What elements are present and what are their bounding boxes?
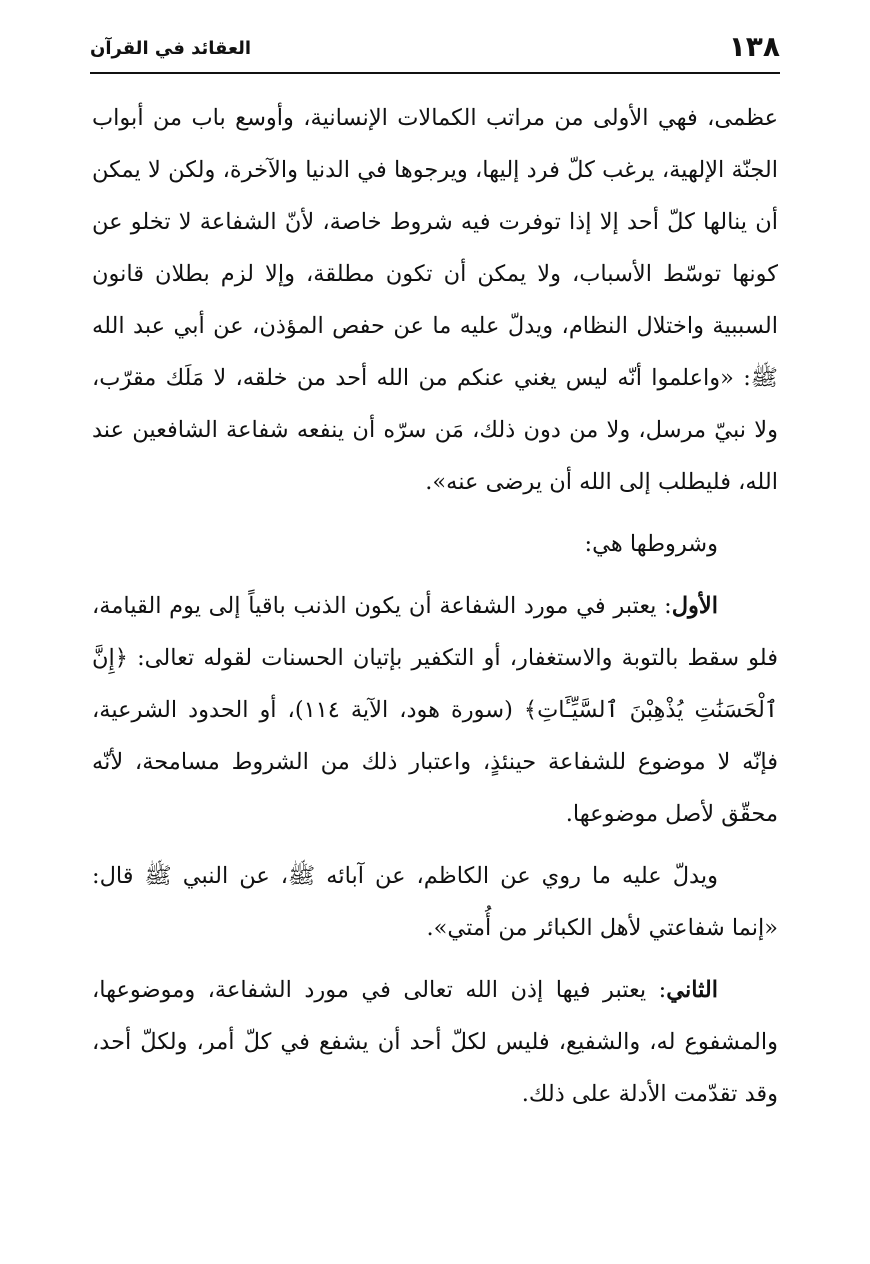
- paragraph-text: : يعتبر فيها إذن الله تعالى في مورد الشفاعة، وموضوعها، والمشفوع له، والشفيع، فليس لكلّ أحد أن يشفع في كلّ أمر، ولكلّ أحد، وقد تقدّمت الأدلة على ذلك.: [92, 977, 778, 1107]
- paragraph-text: ويدلّ عليه ما روي عن الكاظم، عن آبائه ﷺ، عن النبي ﷺ قال: «إنما شفاعتي لأهل الكبائر من أُمتي».: [92, 863, 778, 941]
- paragraph-conditions-heading: [92, 518, 778, 570]
- page-header: [90, 28, 780, 74]
- paragraph-text: عظمى، فهي الأولى من مراتب الكمالات الإنسانية، وأوسع باب من أبواب الجنّة الإلهية، يرغب كلّ فرد إليها، ويرجوها في الدنيا والآخرة، ولكن لا يمكن أن ينالها كلّ أحد إلا إذا توفرت فيه شروط خاصة، لأنّ الشفاعة لا تخلو عن كونها توسّط الأسباب، ولا يمكن أن تكون مطلقة، وإلا لزم بطلان قانون السببية واختلال النظام، ويدلّ عليه ما عن حفص المؤذن، عن أبي عبد الله ﷺ: «واعلموا أنّه ليس يغني عنكم من الله أحد من خلقه، لا مَلَك مقرّب، ولا نبيّ مرسل، ولا من دون ذلك، مَن سرّه أن ينفعه شفاعة الشافعين عند الله، فليطلب إلى الله أن يرضى عنه».: [92, 105, 778, 495]
- paragraph-text: وشروطها هي:: [584, 531, 718, 557]
- paragraph-condition-second: [92, 964, 778, 1120]
- paragraph-hadith: [92, 850, 778, 954]
- paragraph-condition-first: [92, 580, 778, 840]
- paragraph-lead: الثاني: [666, 977, 718, 1003]
- paragraph-lead: الأول: [671, 593, 718, 619]
- paragraph-intro: [92, 92, 778, 508]
- page-number: ١٣٨: [728, 30, 780, 63]
- paragraph-text: : يعتبر في مورد الشفاعة أن يكون الذنب باقياً إلى يوم القيامة، فلو سقط بالتوبة والاستغفار، أو التكفير بإتيان الحسنات لقوله تعالى: ﴿إِنَّ ٱلْحَسَنَٰتِ يُذْهِبْنَ ٱلسَّيِّـَٔاتِ﴾ (سورة هود، الآية ١١٤)، أو الحدود الشرعية، فإنّه لا موضوع للشفاعة حينئذٍ، واعتبار ذلك من الشروط مسامحة، لأنّه محقّق لأصل موضوعها.: [92, 593, 778, 827]
- running-title: العقائد في القرآن: [90, 38, 252, 59]
- body-text: [92, 92, 778, 1120]
